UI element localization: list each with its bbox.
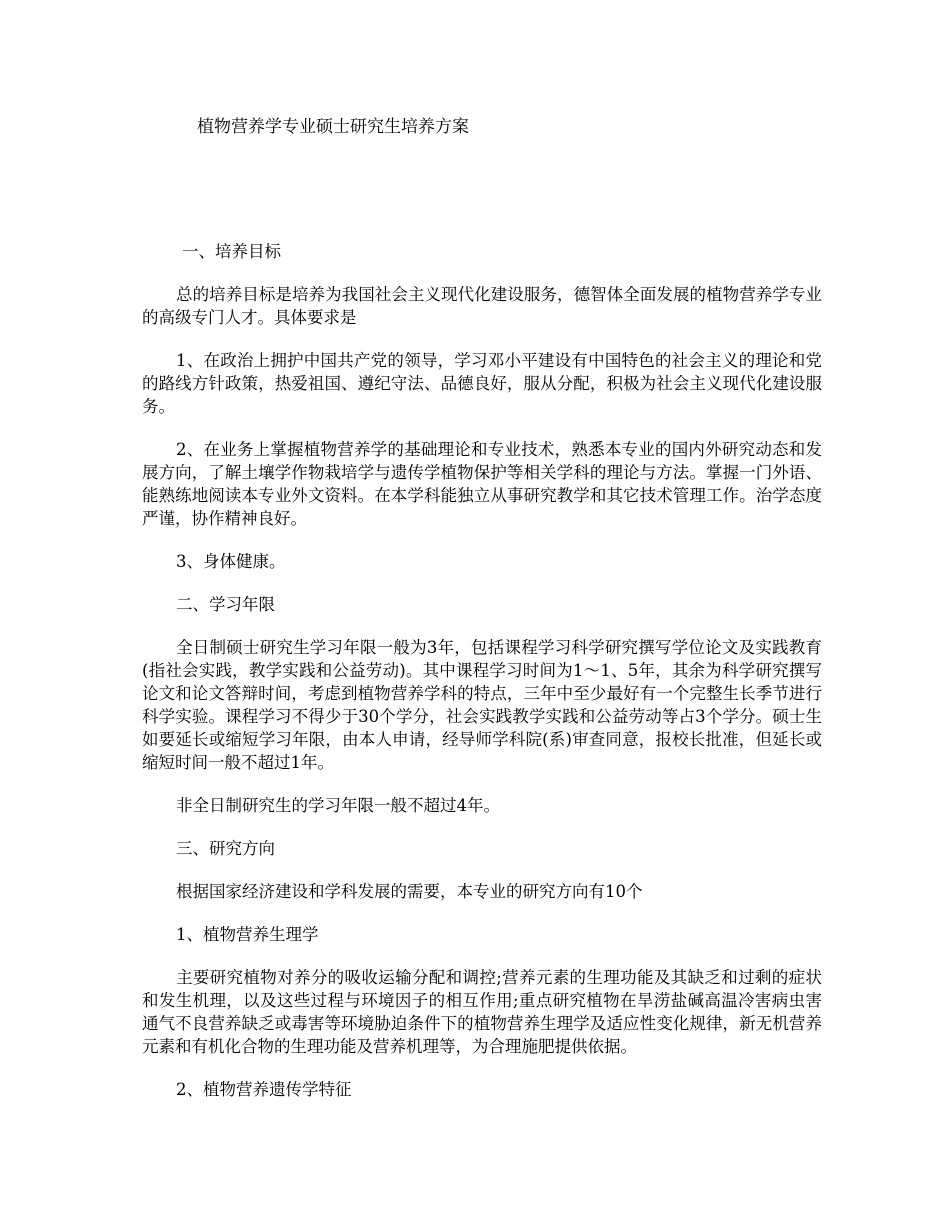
paragraph: 全日制硕士研究生学习年限一般为3年，包括课程学习科学研究撰写学位论文及实践教育(指社会实践，教学实践和公益劳动)。其中课程学习时间为1～1、5年，其余为科学研究撰写论文和论文答辩时间，考虑到植物营养学科的特点，三年中至少最好有一个完整生长季节进行科学实验。课程学习不得少于30个学分，社会实践教学实践和公益劳动等占3个学分。硕士生如要延长或缩短学习年限，由本人申请，经导师学科院(系)审查同意，报校长批准，但延长或缩短时间一般不超过1年。: [142, 638, 822, 772]
subsection-heading: 2、植物营养遗传学特征: [176, 1080, 352, 1099]
paragraph: 1、在政治上拥护中国共产党的领导，学习邓小平建设有中国特色的社会主义的理论和党的路线方针政策，热爱祖国、遵纪守法、品德良好，服从分配，积极为社会主义现代化建设服务。: [142, 351, 822, 416]
paragraph: 主要研究植物对养分的吸收运输分配和调控;营养元素的生理功能及其缺乏和过剩的症状和发生机理，以及这些过程与环境因子的相互作用;重点研究植物在旱涝盐碱高温冷害病虫害通气不良营养缺乏或毒害等环境胁迫条件下的植物营养生理学及适应性变化规律，新无机营养元素和有机化合物的生理功能及营养机理等，为合理施肥提供依据。: [142, 968, 822, 1056]
paragraph: 根据国家经济建设和学科发展的需要，本专业的研究方向有10个: [176, 882, 643, 901]
paragraph: 2、在业务上掌握植物营养学的基础理论和专业技术，熟悉本专业的国内外研究动态和发展方向，了解土壤学作物栽培学与遗传学植物保护等相关学科的理论与方法。掌握一门外语、能熟练地阅读本专业外文资料。在本学科能独立从事研究教学和其它技术管理工作。治学态度严谨，协作精神良好。: [142, 440, 822, 528]
paragraph: 总的培养目标是培养为我国社会主义现代化建设服务，德智体全面发展的植物营养学专业的高级专门人才。具体要求是: [142, 285, 822, 327]
section-heading-1: 一、培养目标: [182, 242, 281, 261]
paragraph: 非全日制研究生的学习年限一般不超过4年。: [176, 796, 500, 815]
document-title: 植物营养学专业硕士研究生培养方案: [197, 117, 469, 137]
section-heading-2: 二、学习年限: [176, 595, 275, 614]
section-heading-3: 三、研究方向: [176, 839, 275, 858]
paragraph: 3、身体健康。: [176, 552, 286, 571]
subsection-heading: 1、植物营养生理学: [176, 925, 319, 944]
document-body: [142, 240, 822, 1121]
